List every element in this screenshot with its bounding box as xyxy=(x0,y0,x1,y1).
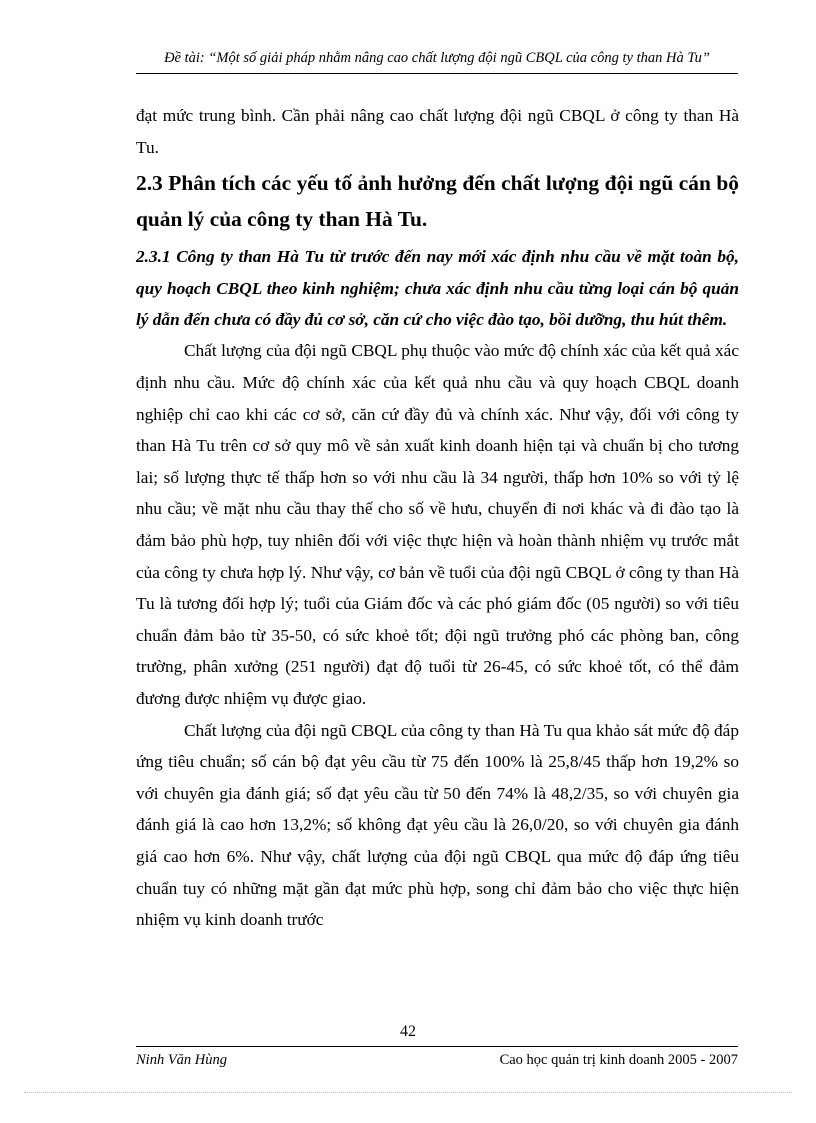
page-bottom-edge xyxy=(24,1092,792,1093)
page-header-title: Đề tài: “Một số giải pháp nhằm nâng cao chất lượng đội ngũ CBQL của công ty than Hà Tu” xyxy=(164,50,710,66)
footer-divider xyxy=(136,1046,738,1047)
body-paragraph-1: Chất lượng của đội ngũ CBQL phụ thuộc vào mức độ chính xác của kết quả xác định nhu cầu. Mức độ chính xác của kết quả nhu cầu và quy hoạch CBQL doanh nghiệp chỉ cao khi các cơ sở, căn cứ đầy đủ và chính xác. Như vậy, đối với công ty than Hà Tu trên cơ sở quy mô về sản xuất kinh doanh hiện tại và chuẩn bị cho tương lai; số lượng thực tế thấp hơn so với nhu cầu là 34 người, thấp hơn 10% so với tỷ lệ nhu cầu; về mặt nhu cầu thay thế cho số về hưu, chuyển đi nơi khác và đi đào tạo là đảm bảo phù hợp, tuy nhiên đối với việc thực hiện và hoàn thành nhiệm vụ trước mắt của công ty chưa hợp lý. Như vậy, cơ bản về tuổi của đội ngũ CBQL ở công ty than Hà Tu là tương đối hợp lý; tuổi của Giám đốc và các phó giám đốc (05 người) so với tiêu chuẩn đảm bảo từ 35-50, có sức khoẻ tốt; đội ngũ trưởng phó các phòng ban, công trường, phân xưởng (251 người) đạt độ tuổi từ 26-45, có sức khoẻ tốt, có thể đảm đương được nhiệm vụ được giao. xyxy=(136,341,739,708)
footer-author: Ninh Văn Hùng xyxy=(136,1052,228,1068)
page-body xyxy=(136,100,739,936)
section-heading: 2.3 Phân tích các yếu tố ảnh hưởng đến chất lượng đội ngũ cán bộ quản lý của công ty than Hà Tu. xyxy=(136,171,739,232)
subsection-heading: 2.3.1 Công ty than Hà Tu từ trước đến nay mới xác định nhu cầu về mặt toàn bộ, quy hoạch CBQL theo kinh nghiệm; chưa xác định nhu cầu từng loại cán bộ quản lý dẫn đến chưa có đầy đủ cơ sở, căn cứ cho việc đào tạo, bồi dưỡng, thu hút thêm. xyxy=(136,247,739,329)
header-divider xyxy=(136,73,738,74)
intro-paragraph: đạt mức trung bình. Cần phải nâng cao chất lượng đội ngũ CBQL ở công ty than Hà Tu. xyxy=(136,106,739,157)
body-paragraph-2: Chất lượng của đội ngũ CBQL của công ty than Hà Tu qua khảo sát mức độ đáp ứng tiêu chuẩn; số cán bộ đạt yêu cầu từ 75 đến 100% là 25,8/45 thấp hơn 19,2% so với chuyên gia đánh giá; số đạt yêu cầu từ 50 đến 74% là 48,2/35, so với chuyên gia đánh giá là cao hơn 13,2%; số không đạt yêu cầu là 26,0/20, so với chuyên gia đánh giá cao hơn 6%. Như vậy, chất lượng của đội ngũ CBQL qua mức độ đáp ứng tiêu chuẩn tuy có những mặt gần đạt mức phù hợp, song chỉ đảm bảo cho việc thực hiện nhiệm vụ kinh doanh trước xyxy=(136,720,739,930)
footer-program: Cao học quản trị kinh doanh 2005 - 2007 xyxy=(499,1052,738,1068)
page-number: 42 xyxy=(400,1023,416,1040)
